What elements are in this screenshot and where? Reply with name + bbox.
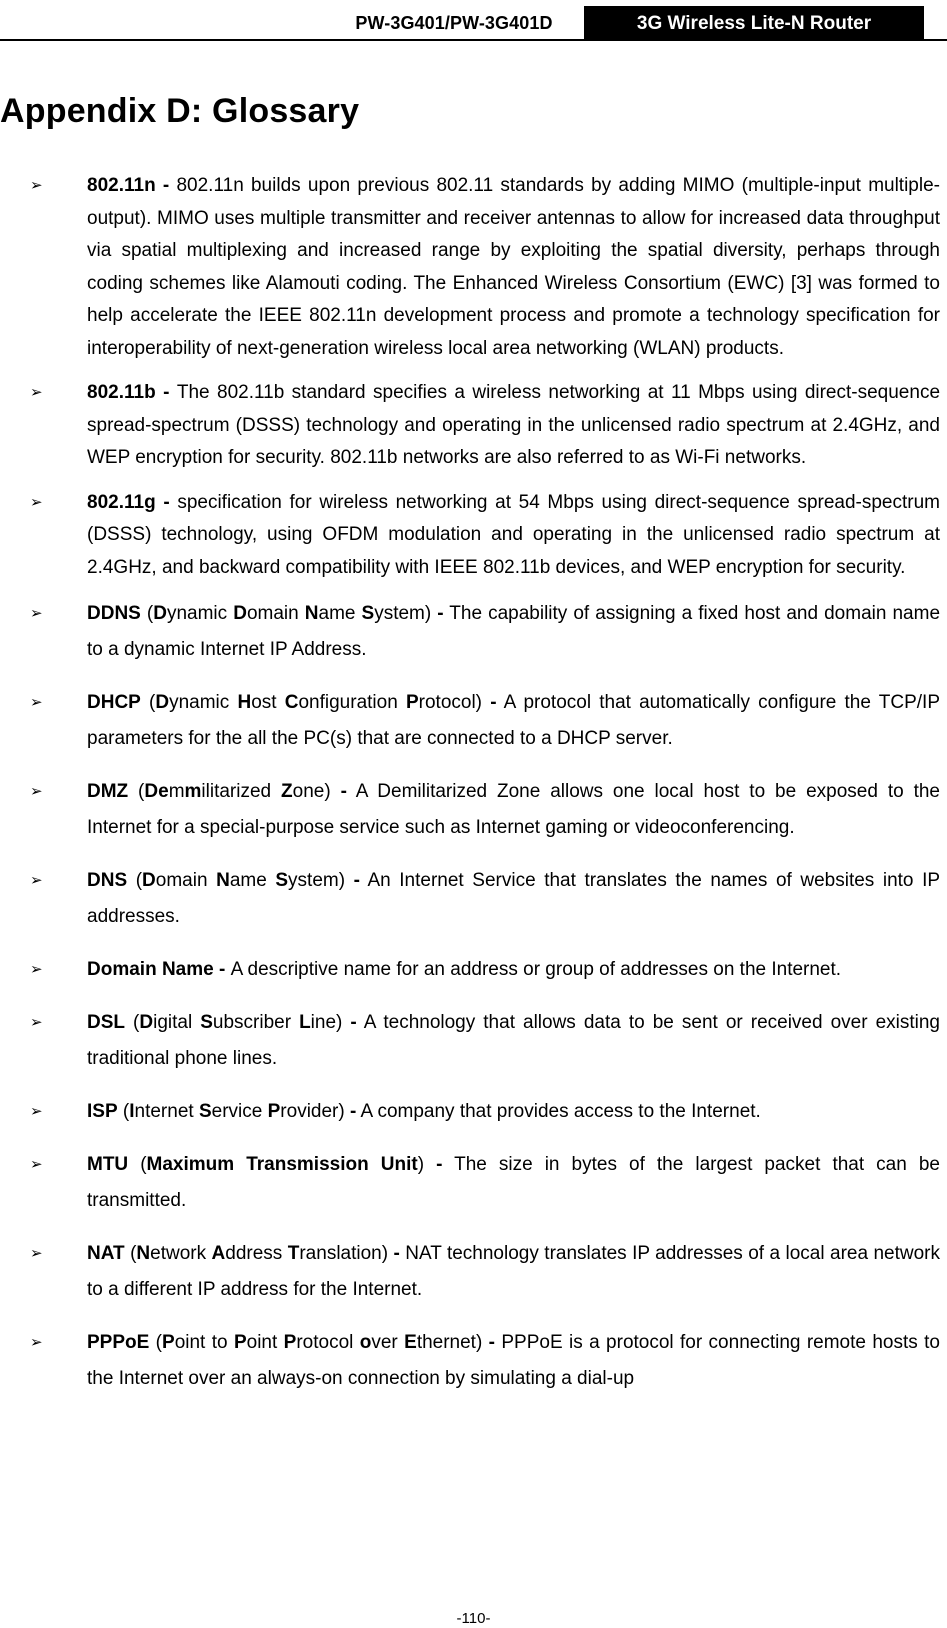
glossary-list	[0, 170, 947, 1414]
term-bold-text: S	[275, 870, 289, 891]
term-bold-text: Domain Name -	[87, 959, 231, 980]
arrow-bullet-icon: ➢	[30, 783, 43, 800]
term-bold-text: D	[139, 1012, 154, 1033]
definition-text: ynamic	[166, 603, 234, 624]
definition-text: onfiguration	[298, 692, 406, 713]
definition-text: ame	[229, 870, 276, 891]
term-bold-text: H	[237, 692, 252, 713]
term-bold-text: ISP	[87, 1101, 118, 1122]
definition-text: (	[125, 1012, 140, 1033]
definition-text: ubscriber	[212, 1012, 300, 1033]
glossary-item	[0, 1236, 947, 1308]
glossary-item	[0, 1094, 947, 1130]
term-bold-text: DHCP	[87, 692, 141, 713]
definition-text: ddress	[225, 1243, 288, 1264]
definition-text: ervice	[211, 1101, 268, 1122]
glossary-definition	[87, 781, 940, 838]
arrow-bullet-icon: ➢	[30, 493, 43, 511]
term-bold-text: DDNS	[87, 603, 141, 624]
header-model: PW-3G401/PW-3G401D	[355, 13, 553, 33]
definition-text: (	[128, 1154, 147, 1175]
definition-text: rovider)	[280, 1101, 350, 1122]
arrow-bullet-icon: ➢	[30, 872, 43, 889]
glossary-definition	[87, 870, 940, 927]
term-bold-text: -	[349, 1101, 357, 1122]
definition-text: NAT technology translates IP addresses of a local area network to a different IP address for the Internet.	[87, 1243, 941, 1300]
definition-text: omain	[246, 603, 305, 624]
term-bold-text: P	[283, 1332, 297, 1353]
definition-text: nternet	[134, 1101, 199, 1122]
glossary-item	[0, 596, 947, 668]
term-bold-text: 802.11b -	[87, 382, 177, 403]
term-bold-text: -	[340, 781, 347, 802]
glossary-item	[0, 863, 947, 935]
term-bold-text: -	[488, 1332, 495, 1353]
arrow-bullet-icon: ➢	[30, 694, 43, 711]
definition-text: thernet)	[416, 1332, 489, 1353]
term-bold-text: N	[304, 603, 319, 624]
arrow-bullet-icon: ➢	[30, 1334, 43, 1351]
definition-text: ame	[318, 603, 362, 624]
definition-text: oint	[246, 1332, 284, 1353]
definition-text: A protocol that automatically configure the TCP/IP parameters for the all the PC(s) that are connected to a DHCP server.	[87, 692, 940, 749]
glossary-definition	[87, 382, 940, 468]
arrow-bullet-icon: ➢	[30, 384, 43, 401]
page-header	[0, 6, 947, 40]
definition-text: The capability of assigning a fixed host and domain name to a dynamic Internet IP Address.	[87, 603, 941, 660]
glossary-item	[0, 1005, 947, 1077]
definition-text: omain	[155, 870, 217, 891]
arrow-bullet-icon: ➢	[30, 177, 43, 194]
glossary-item	[0, 170, 947, 365]
term-bold-text: P	[405, 692, 419, 713]
glossary-definition	[87, 175, 940, 359]
definition-text: (	[149, 1332, 163, 1353]
term-bold-text: S	[361, 603, 375, 624]
definition-text: (	[128, 781, 145, 802]
definition-text: (	[140, 692, 156, 713]
glossary-item	[0, 774, 947, 846]
definition-text: A descriptive name for an address or group of addresses on the Internet.	[230, 959, 842, 980]
definition-text: igital	[153, 1012, 201, 1033]
definition-text: ilitarized	[201, 781, 282, 802]
term-bold-text: L	[299, 1012, 311, 1033]
term-bold-text: -	[393, 1243, 400, 1264]
term-bold-text: -	[350, 1012, 357, 1033]
definition-text: ystem)	[374, 603, 438, 624]
arrow-bullet-icon: ➢	[30, 1103, 43, 1120]
glossary-definition	[87, 692, 940, 749]
term-bold-text: P	[162, 1332, 175, 1353]
definition-text: (	[127, 870, 143, 891]
definition-text: (	[117, 1101, 130, 1122]
definition-text: rotocol)	[418, 692, 491, 713]
term-bold-text: o	[359, 1332, 372, 1353]
glossary-item	[0, 1325, 947, 1397]
arrow-bullet-icon: ➢	[30, 1014, 43, 1031]
term-bold-text: P	[267, 1101, 281, 1122]
definition-text: 802.11n builds upon previous 802.11 standards by adding MIMO (multiple-input multiple-output). MIMO uses multiple transmitter and receiver antennas to allow for increased data throughput via spatial multiplexing and increased range by exploiting the spatial diversity, perhaps through coding schemes like Alamouti coding. The Enhanced Wireless Consortium (EWC) [3] was formed to help accelerate the IEEE 802.11n development process and promote a technology specification for interoperability of next-generation wireless local area networking (WLAN) products.	[87, 175, 940, 359]
definition-text: A technology that allows data to be sent or received over existing traditional phone lines.	[87, 1012, 940, 1069]
term-bold-text: 802.11g -	[87, 491, 178, 513]
glossary-definition	[87, 1154, 940, 1211]
page-number: -110-	[456, 1610, 491, 1627]
definition-text: The 802.11b standard specifies a wireless networking at 11 Mbps using direct-sequence spread-spectrum (DSSS) technology and operating in the unlicensed radio spectrum at 2.4GHz, and WEP encryption for security. 802.11b networks are also referred to as Wi-Fi networks.	[87, 382, 941, 468]
glossary-definition	[87, 959, 841, 980]
header-rule	[0, 39, 947, 41]
glossary-item	[0, 1147, 947, 1219]
definition-text: ystem)	[288, 870, 354, 891]
definition-text: A Demilitarized Zone allows one local host to be exposed to the Internet for a special-purpose service such as Internet gaming or videoconferencing.	[87, 781, 940, 838]
term-bold-text: PPPoE	[87, 1332, 150, 1353]
term-bold-text: DMZ	[87, 781, 129, 802]
term-bold-text: Z	[281, 781, 293, 802]
term-bold-text: T	[287, 1243, 300, 1264]
definition-text: The size in bytes of the largest packet that can be transmitted.	[87, 1154, 940, 1211]
glossary-definition	[87, 603, 940, 660]
definition-text: (	[140, 603, 154, 624]
glossary-item	[0, 952, 947, 988]
term-bold-text: I	[129, 1101, 135, 1122]
term-bold-text: D	[233, 603, 247, 624]
term-bold-text: -	[353, 870, 360, 891]
term-bold-text: NAT	[87, 1243, 125, 1264]
definition-text: oint to	[174, 1332, 234, 1353]
definition-text: m	[168, 781, 185, 802]
term-bold-text: S	[200, 1012, 213, 1033]
definition-text: one)	[292, 781, 341, 802]
arrow-bullet-icon: ➢	[30, 605, 43, 622]
term-bold-text: -	[437, 603, 444, 624]
glossary-item	[0, 487, 947, 585]
term-bold-text: 802.11n -	[87, 175, 177, 196]
glossary-definition	[87, 492, 940, 578]
glossary-definition	[87, 1243, 940, 1300]
term-bold-text: P	[233, 1332, 247, 1353]
definition-text: etwork	[150, 1243, 212, 1264]
term-bold-text: S	[198, 1101, 212, 1122]
definition-text: An Internet Service that translates the names of websites into IP addresses.	[87, 870, 941, 927]
glossary-definition	[87, 1332, 940, 1389]
term-bold-text: N	[216, 870, 230, 891]
term-bold-text: De	[144, 781, 169, 802]
term-bold-text: MTU	[87, 1154, 129, 1175]
definition-text: (	[124, 1243, 137, 1264]
definition-text: )	[417, 1154, 437, 1175]
arrow-bullet-icon: ➢	[30, 1156, 43, 1173]
arrow-bullet-icon: ➢	[30, 1245, 43, 1262]
term-bold-text: E	[404, 1332, 417, 1353]
term-bold-text: D	[153, 603, 167, 624]
term-bold-text: D	[155, 692, 170, 713]
definition-text: PPPoE is a protocol for connecting remote hosts to the Internet over an always-on connection by simulating a dial-up	[87, 1332, 940, 1389]
term-bold-text: A	[211, 1243, 226, 1264]
term-bold-text: N	[136, 1243, 151, 1264]
term-bold-text: Maximum Transmission Unit	[146, 1154, 418, 1175]
term-bold-text: D	[142, 870, 156, 891]
arrow-bullet-icon: ➢	[30, 961, 43, 978]
definition-text: specification for wireless networking at 54 Mbps using direct-sequence spread-spectrum (DSSS) technology, using OFDM modulation and operating in the unlicensed radio spectrum at 2.4GHz, and backward compatibility with IEEE 802.11b devices, and WEP encryption for security.	[87, 491, 941, 578]
definition-text: ver	[371, 1332, 405, 1353]
term-bold-text: DNS	[87, 870, 128, 891]
definition-text: ranslation)	[299, 1243, 394, 1264]
header-product: 3G Wireless Lite-N Router	[584, 6, 924, 40]
definition-text: ynamic	[169, 692, 238, 713]
definition-text: rotocol	[296, 1332, 360, 1353]
glossary-definition	[87, 1012, 940, 1069]
definition-text: ine)	[310, 1012, 351, 1033]
page-title: Appendix D: Glossary	[0, 92, 360, 130]
term-bold-text: -	[490, 692, 497, 713]
term-bold-text: DSL	[87, 1012, 125, 1033]
glossary-item	[0, 377, 947, 475]
definition-text: ost	[251, 692, 285, 713]
glossary-item	[0, 685, 947, 757]
term-bold-text: -	[436, 1154, 443, 1175]
definition-text: A company that provides access to the Internet.	[356, 1101, 761, 1122]
term-bold-text: m	[184, 781, 202, 802]
glossary-definition	[87, 1101, 761, 1122]
term-bold-text: C	[284, 692, 299, 713]
